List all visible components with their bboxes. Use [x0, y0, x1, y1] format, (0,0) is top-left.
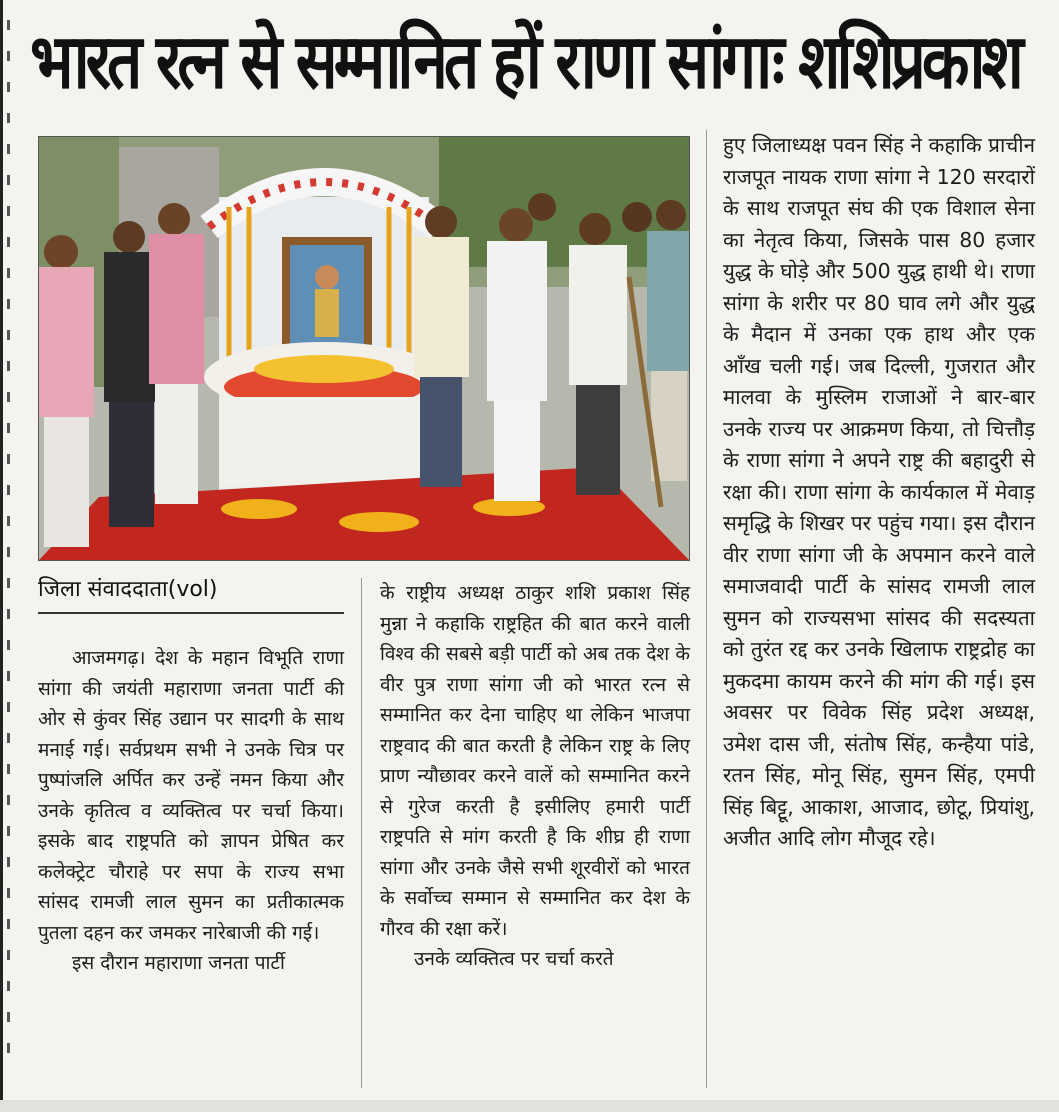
headline: भारत रत्न से सम्मानित हों राणा सांगाः शशिप्रकाश [30, 16, 1020, 106]
paragraph: आजमगढ़। देश के महान विभूति राणा सांगा की जयंती महाराणा जनता पार्टी की ओर से कुंवर सिंह उद्यान पर सादगी के साथ मनाई गई। सर्वप्रथम सभी ने उनके चित्र पर पुष्पांजलि अर्पित कर उन्हें नमन किया और उनके कृतित्व व व्यक्तित्व पर चर्चा किया। इसके बाद राष्ट्रपति को ज्ञापन प्रेषित कर कलेक्ट्रेट चौराहे पर सपा के राज्य सभा सांसद रामजी लाल सुमन का प्रतीकात्मक पुतला दहन कर जमकर नारेबाजी की गई। [38, 647, 344, 944]
page-footer-strip [0, 1100, 1059, 1112]
page-edge-rule [0, 0, 3, 1112]
paragraph: इस दौरान महाराणा जनता पार्टी [72, 952, 285, 974]
paragraph: उनके व्यक्तित्व पर चर्चा करते [414, 948, 614, 970]
byline-divider [38, 612, 344, 614]
column-divider [361, 578, 362, 1088]
group-photo-illustration [39, 137, 689, 560]
paragraph: हुए जिलाध्यक्ष पवन सिंह ने कहाकि प्राचीन राजपूत नायक राणा सांगा ने 120 सरदारों के साथ राजपूत संघ की एक विशाल सेना का नेतृत्व किया, जिसके पास 80 हजार युद्ध के घोड़े और 500 युद्ध हाथी थे। राणा सांगा के शरीर पर 80 घाव लगे और युद्ध के मैदान में उनका एक हाथ और एक आँख चली गई। जब दिल्ली, गुजरात और मालवा के मुस्लिम राजाओं ने बार-बार उनके राज्य पर आक्रमण किया, तो चित्तौड़ के राणा सांगा ने अपने राष्ट्र की बहादुरी से रक्षा की। राणा सांगा के कार्यकाल में मेवाड़ समृद्धि के शिखर पर पहुंच गया। इस दौरान वीर राणा सांगा जी के अपमान करने वाले समाजवादी पार्टी के सांसद रामजी लाल सुमन को राज्यसभा सांसद की सदस्यता को तुरंत रद्द कर उनके खिलाफ राष्ट्रद्रोह का मुकदमा कायम करने की मांग की गई। इस अवसर पर विवेक सिंह प्रदेश अध्यक्ष, उमेश दास जी, संतोष सिंह, कन्हैया पांडे, रतन सिंह, मोनू सिंह, सुमन सिंह, एमपी सिंह बिट्टू, आकाश, आजाद, छोटू, प्रियांशु, अजीत आदि लोग मौजूद रहे। [723, 133, 1035, 850]
adjacent-column-edge [6, 20, 14, 1080]
paragraph: के राष्ट्रीय अध्यक्ष ठाकुर शशि प्रकाश सिंह मुन्ना ने कहाकि राष्ट्रहित की बात करने वाली विश्व की सबसे बड़ी पार्टी को अब तक देश के वीर पुत्र राणा सांगा जी को भारत रत्न से सम्मानित कर देना चाहिए था लेकिन भाजपा राष्ट्रवाद की बात करती है लेकिन राष्ट्र के लिए प्राण न्यौछावर करने वालें को सम्मानित करने से गुरेज करती है इसीलिए हमारी पार्टी राष्ट्रपति से मांग करती है कि शीघ्र ही राणा सांगा और उनके जैसे सभी शूरवीरों को भारत के सर्वोच्च सम्मान से सम्मानित कर देश के गौरव की रक्षा करें। [380, 582, 690, 940]
column-divider [706, 130, 707, 1088]
article-column-right [723, 130, 1035, 855]
byline: जिला संवाददाता(vol) [38, 577, 218, 602]
article-column-middle [380, 578, 690, 975]
article-column-left [38, 643, 344, 979]
news-photo [38, 136, 690, 561]
